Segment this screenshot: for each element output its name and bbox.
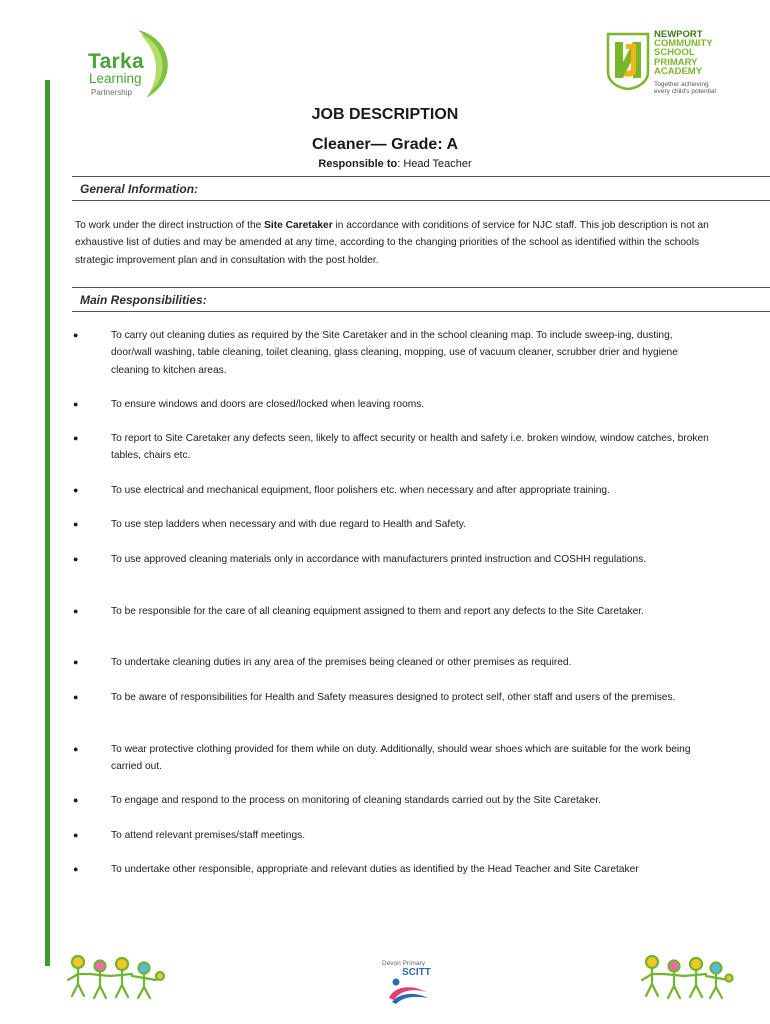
bullet-marker: ● (73, 744, 79, 754)
bullet-marker: ● (73, 692, 79, 702)
tarka-partnership: Partnership (91, 88, 132, 97)
list-item-text: To undertake other responsible, appropriate and relevant duties as identified by the Head Teacher and Site Caretaker (111, 864, 639, 875)
bullet-marker: ● (73, 519, 79, 529)
bullet-marker: ● (73, 399, 79, 409)
list-item-text: To carry out cleaning duties as required by the Site Caretaker and in the school cleaning map. To include sweep-ing, dusting, door/wall washing, table cleaning, toilet cleaning, glass cleaning, mopping, use of vacuum cleaner, scrubber drier and hygiene cleaning to kitchen areas. (111, 330, 678, 376)
newport-line-5: ACADEMY (654, 65, 703, 77)
list-item-text: To wear protective clothing provided for them while on duty. Additionally, should wear shoes which are suitable for the work being carried out. (111, 744, 691, 773)
scitt-figures-icon (386, 976, 432, 1004)
list-item-text: To be responsible for the care of all cleaning equipment assigned to them and report any defects to the Site Caretaker. (111, 606, 644, 617)
bullet-marker: ● (73, 433, 79, 443)
intro-text-after: in accordance with conditions of service for NJC staff. This job description is not an exhaustive list of duties and may be amended at any time, according to the changing priorities of the school as identified within the schools strategic improvement plan and in consultation with the post holder. (75, 220, 709, 266)
tarka-name: Tarka (88, 50, 144, 73)
newport-tagline (654, 81, 716, 95)
newport-badge-icon (606, 32, 650, 90)
newport-name (654, 30, 713, 76)
responsible-value: : Head Teacher (397, 158, 472, 170)
intro-text-before: To work under the direct instruction of the (75, 220, 265, 231)
devon-primary-scitt-logo (380, 958, 436, 1006)
list-item-text: To attend relevant premises/staff meetings. (111, 830, 306, 841)
left-accent-bar (45, 80, 50, 966)
bullet-marker: ● (73, 606, 79, 616)
list-item-text: To report to Site Caretaker any defects seen, likely to affect security or health and safety i.e. broken window, window catches, broken tables, chairs etc. (111, 433, 709, 462)
newport-line-4: PRIMARY (654, 56, 698, 68)
responsible-to (0, 158, 770, 170)
list-item-text: To use electrical and mechanical equipment, floor polishers etc. when necessary and after appropriate training. (111, 485, 610, 496)
bullet-marker: ● (73, 795, 79, 805)
scitt-top-text: Devon Primary (382, 960, 425, 967)
intro-text-bold: Site Caretaker (264, 220, 333, 231)
bullet-marker: ● (73, 864, 79, 874)
newport-line-2: COMMUNITY (654, 38, 713, 50)
bullet-marker: ● (73, 657, 79, 667)
job-subtitle: Cleaner— Grade: A (311, 136, 459, 153)
list-item-text: To use approved cleaning materials only in accordance with manufacturers printed instruction and COSHH regulations. (111, 554, 647, 565)
newport-line-3: SCHOOL (654, 47, 695, 59)
document-title: JOB DESCRIPTION (311, 106, 459, 123)
bullet-marker: ● (73, 830, 79, 840)
list-item-text: To undertake cleaning duties in any area of the premises being cleaned or other premises as required. (111, 657, 572, 668)
newport-tagline-2: every child's potential (654, 88, 716, 95)
list-item-text: To use step ladders when necessary and with due regard to Health and Safety. (111, 519, 466, 530)
general-information-text (75, 217, 725, 269)
responsible-label: Responsible to (318, 158, 398, 170)
general-information-heading: General Information: (72, 176, 770, 201)
newport-line-1: NEWPORT (654, 29, 703, 40)
tarka-learning: Learning (89, 71, 142, 86)
list-item-text: To be aware of responsibilities for Health and Safety measures designed to protect self, other staff and users of the premises. (111, 692, 676, 703)
newport-logo (606, 30, 766, 98)
scitt-word: SCITT (402, 967, 431, 978)
bullet-marker: ● (73, 485, 79, 495)
bullet-marker: ● (73, 554, 79, 564)
bullet-marker: ● (73, 330, 79, 340)
children-illustration-left-icon (66, 952, 166, 1002)
main-responsibilities-heading: Main Responsibilities: (72, 287, 770, 312)
tarka-logo (80, 28, 180, 100)
list-item-text: To engage and respond to the process on monitoring of cleaning standards carried out by the Site Caretaker. (111, 795, 601, 806)
list-item-text: To ensure windows and doors are closed/locked when leaving rooms. (111, 399, 425, 410)
newport-tagline-1: Together achieving (654, 81, 709, 88)
children-illustration-right-icon (640, 952, 735, 1002)
